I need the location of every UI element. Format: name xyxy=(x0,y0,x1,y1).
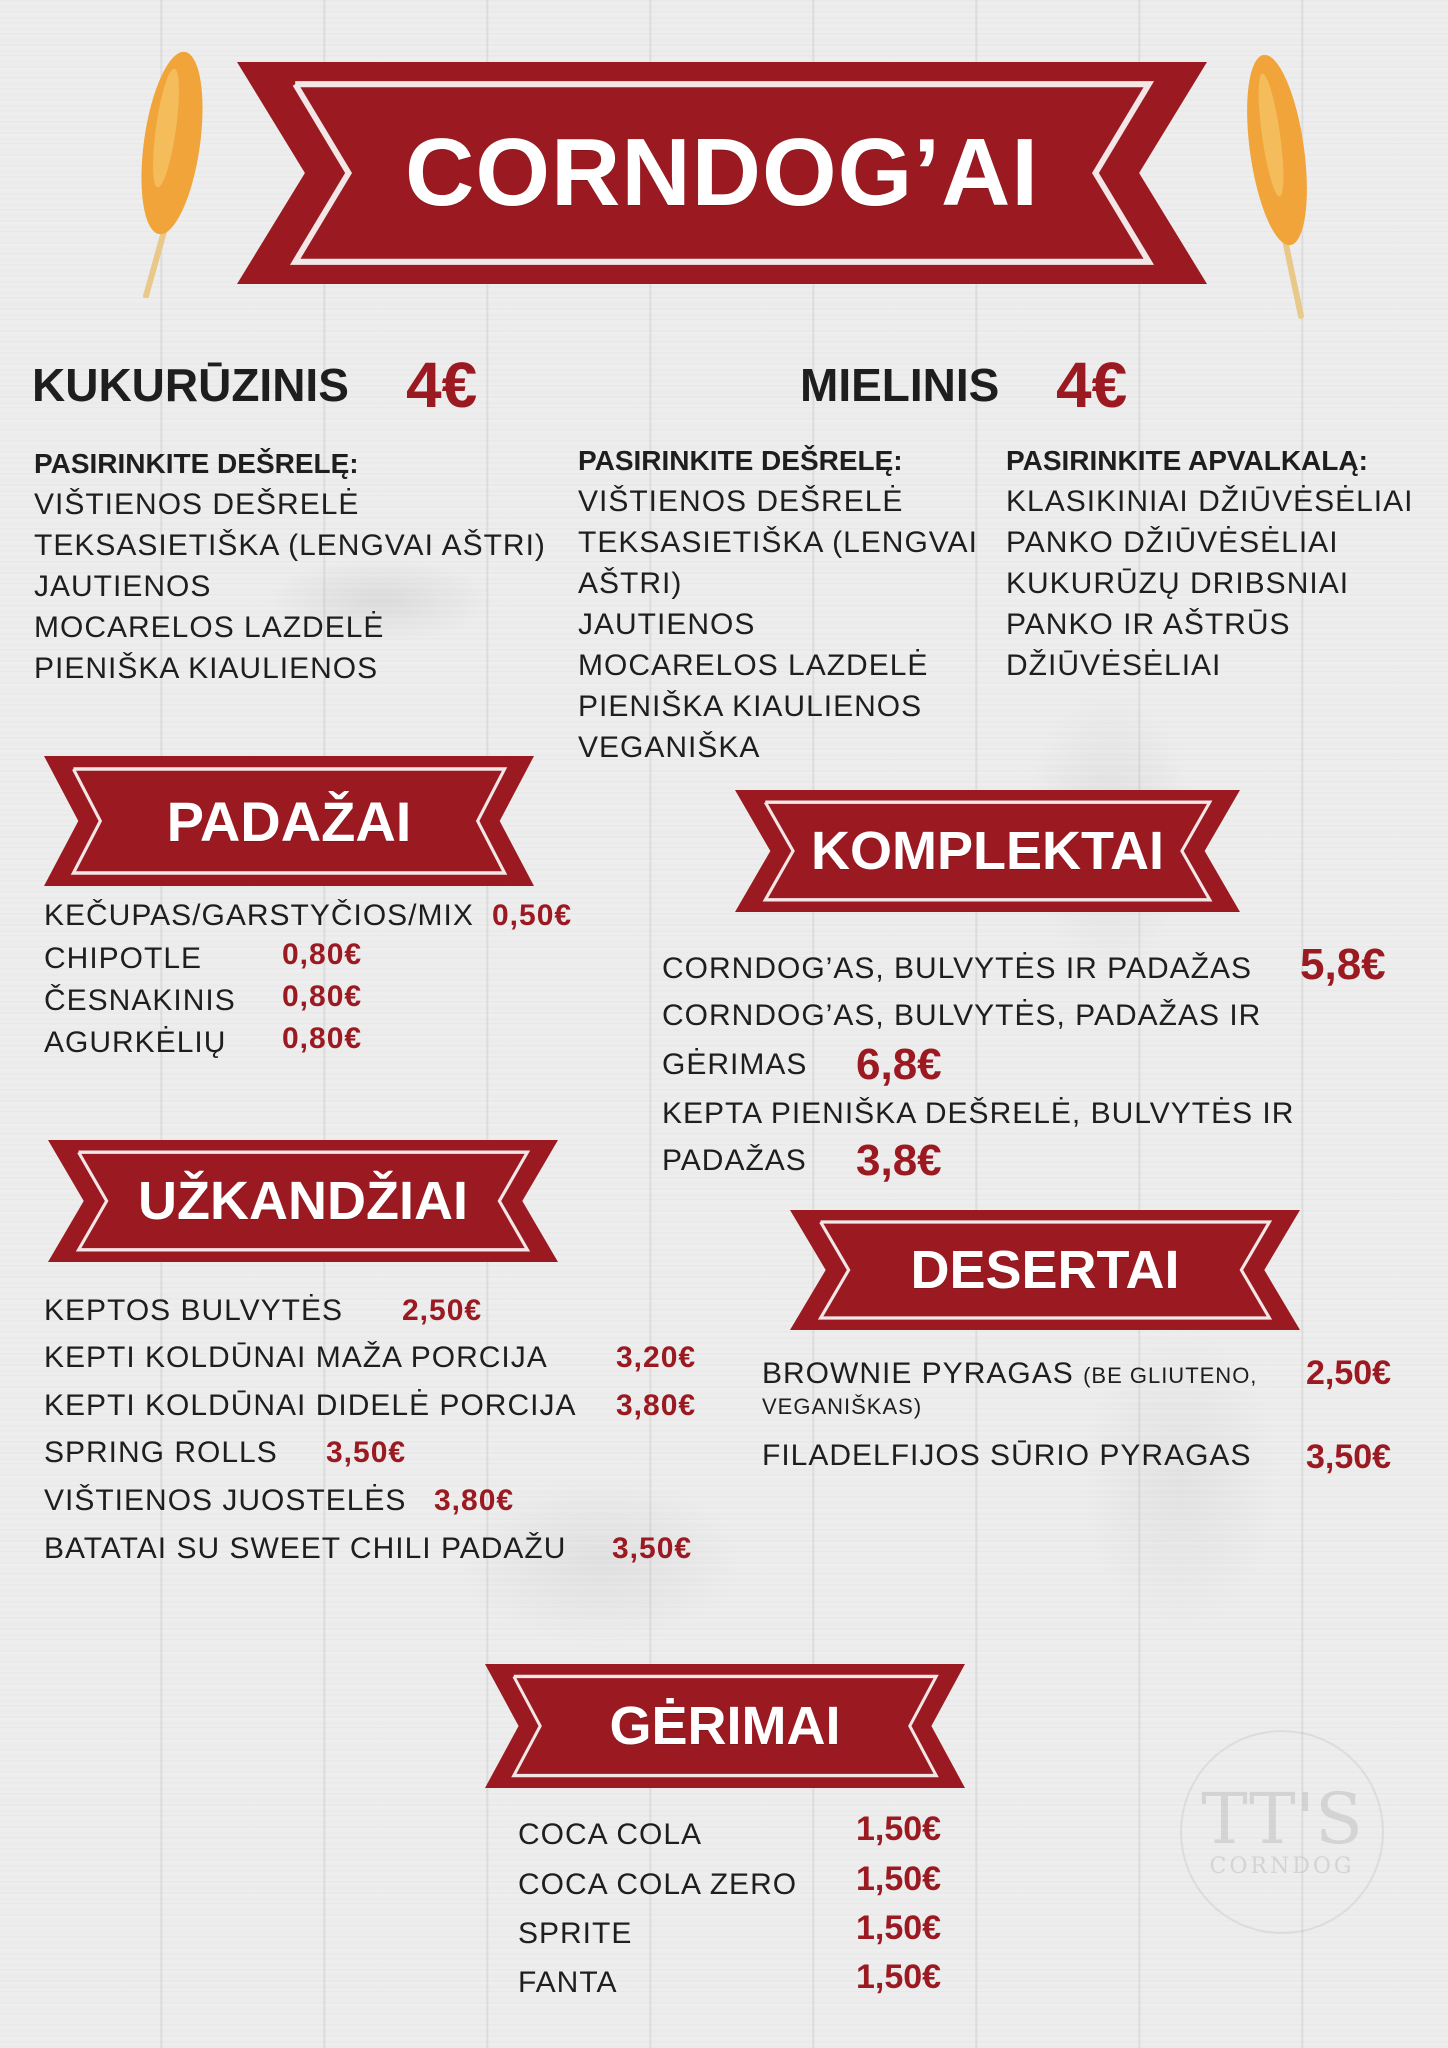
list-item: JAUTIENOS xyxy=(34,570,212,603)
watermark-logo xyxy=(1180,1730,1384,1934)
gerimai-price-3: 1,50€ xyxy=(856,1958,942,1996)
komplektai-banner xyxy=(735,790,1240,912)
list-item: VIŠTIENOS DEŠRELĖ xyxy=(34,488,360,521)
desertai-item-1: FILADELFIJOS SŪRIO PYRAGAS xyxy=(762,1439,1252,1472)
list-item: KLASIKINIAI DŽIŪVĖSĖLIAI xyxy=(1006,485,1414,518)
mielinis-coating-list xyxy=(1006,441,1413,686)
komplektai-price-2: 3,8€ xyxy=(856,1136,942,1185)
list-item: PIENIŠKA KIAULIENOS xyxy=(34,652,379,685)
mielinis-sausage-list xyxy=(578,441,978,768)
mielinis-coating-heading: PASIRINKITE APVALKALĄ: xyxy=(1006,445,1368,476)
uzkandziai-title: UŽKANDŽIAI xyxy=(138,1171,468,1231)
desertai-item-0-name: BROWNIE PYRAGAS xyxy=(762,1357,1074,1390)
komplektai-item-2: KEPTA PIENIŠKA DEŠRELĖ, BULVYTĖS IR xyxy=(662,1097,1295,1130)
desertai-title: DESERTAI xyxy=(910,1240,1180,1300)
list-item: AŠTRI) xyxy=(578,567,683,600)
desertai-item-0 xyxy=(762,1353,1257,1396)
mielinis-name: MIELINIS xyxy=(800,359,1000,411)
gerimai-price-2: 1,50€ xyxy=(856,1909,942,1947)
uzkandziai-item-5: BATATAI SU SWEET CHILI PADAŽU xyxy=(44,1532,567,1565)
padazai-price-2: 0,80€ xyxy=(282,980,363,1013)
padazai-item-1: CHIPOTLE xyxy=(44,942,203,975)
komplektai-item-0: CORNDOG’AS, BULVYTĖS IR PADAŽAS xyxy=(662,952,1252,985)
kukuruzinis-sausage-heading: PASIRINKITE DEŠRELĘ: xyxy=(34,448,359,479)
gerimai-title: GĖRIMAI xyxy=(609,1696,841,1756)
komplektai-item-1: CORNDOG’AS, BULVYTĖS, PADAŽAS IR xyxy=(662,999,1262,1032)
mielinis-price: 4€ xyxy=(1056,349,1128,421)
gerimai-price-0: 1,50€ xyxy=(856,1810,942,1848)
list-item: VEGANIŠKA xyxy=(578,731,761,764)
uzkandziai-banner xyxy=(48,1140,558,1262)
list-item: TEKSASIETIŠKA (LENGVAI AŠTRI) xyxy=(34,529,546,562)
list-item: MOCARELOS LAZDELĖ xyxy=(578,649,929,682)
komplektai-price-0: 5,8€ xyxy=(1300,940,1386,989)
uzkandziai-price-2: 3,80€ xyxy=(616,1389,697,1422)
uzkandziai-price-4: 3,80€ xyxy=(434,1484,515,1517)
watermark-big: TT'S xyxy=(1201,1778,1363,1860)
watermark-small: CORNDOG xyxy=(1209,1854,1355,1879)
komplektai-price-1: 6,8€ xyxy=(856,1040,942,1089)
gerimai-item-3: FANTA xyxy=(518,1966,618,1999)
desertai-item-0-note2: VEGANIŠKAS) xyxy=(762,1394,923,1419)
gerimai-price-1: 1,50€ xyxy=(856,1860,942,1898)
padazai-price-1: 0,80€ xyxy=(282,938,363,971)
list-item: PANKO IR AŠTRŪS xyxy=(1006,608,1291,641)
kukuruzinis-name: KUKURŪZINIS xyxy=(32,359,349,411)
uzkandziai-item-3: SPRING ROLLS xyxy=(44,1436,278,1469)
uzkandziai-item-4: VIŠTIENOS JUOSTELĖS xyxy=(44,1484,407,1517)
list-item: VIŠTIENOS DEŠRELĖ xyxy=(578,485,904,518)
uzkandziai-price-0: 2,50€ xyxy=(402,1294,483,1327)
list-item: TEKSASIETIŠKA (LENGVAI xyxy=(578,526,978,559)
uzkandziai-price-3: 3,50€ xyxy=(326,1436,407,1469)
list-item: PIENIŠKA KIAULIENOS xyxy=(578,690,923,723)
corndog-right-icon xyxy=(1235,40,1325,320)
padazai-item-2: ČESNAKINIS xyxy=(44,984,236,1017)
padazai-price-0: 0,50€ xyxy=(492,899,573,932)
list-item: DŽIŪVĖSĖLIAI xyxy=(1006,649,1222,682)
desertai-price-1: 3,50€ xyxy=(1306,1438,1392,1476)
kukuruzinis-price: 4€ xyxy=(406,349,478,421)
gerimai-banner xyxy=(485,1664,965,1788)
komplektai-item-2-line2: PADAŽAS xyxy=(662,1144,807,1177)
komplektai-item-1-line2: GĖRIMAS xyxy=(662,1048,808,1081)
uzkandziai-price-1: 3,20€ xyxy=(616,1341,697,1374)
corndog-left-icon xyxy=(120,38,210,298)
uzkandziai-price-5: 3,50€ xyxy=(612,1532,693,1565)
desertai-banner xyxy=(790,1210,1300,1330)
desertai-price-0: 2,50€ xyxy=(1306,1354,1392,1392)
title-banner xyxy=(237,62,1207,284)
list-item: PANKO DŽIŪVĖSĖLIAI xyxy=(1006,526,1339,559)
padazai-item-3: AGURKĖLIŲ xyxy=(44,1026,227,1059)
padazai-item-0: KEČUPAS/GARSTYČIOS/MIX xyxy=(44,899,474,932)
gerimai-item-2: SPRITE xyxy=(518,1917,633,1950)
page-title: CORNDOG’AI xyxy=(405,119,1039,226)
kukuruzinis-sausage-list xyxy=(34,444,546,689)
komplektai-title: KOMPLEKTAI xyxy=(811,821,1164,881)
uzkandziai-item-1: KEPTI KOLDŪNAI MAŽA PORCIJA xyxy=(44,1341,548,1374)
gerimai-item-0: COCA COLA xyxy=(518,1818,703,1851)
list-item: JAUTIENOS xyxy=(578,608,756,641)
gerimai-item-1: COCA COLA ZERO xyxy=(518,1868,798,1901)
padazai-title: PADAŽAI xyxy=(166,789,412,853)
list-item: KUKURŪZŲ DRIBSNIAI xyxy=(1006,567,1350,600)
mielinis-sausage-heading: PASIRINKITE DEŠRELĘ: xyxy=(578,445,903,476)
padazai-banner xyxy=(44,756,534,886)
desertai-item-0-note: (BE GLIUTENO, xyxy=(1083,1363,1258,1388)
uzkandziai-item-0: KEPTOS BULVYTĖS xyxy=(44,1294,343,1327)
padazai-price-3: 0,80€ xyxy=(282,1022,363,1055)
list-item: MOCARELOS LAZDELĖ xyxy=(34,611,385,644)
uzkandziai-item-2: KEPTI KOLDŪNAI DIDELĖ PORCIJA xyxy=(44,1389,577,1422)
